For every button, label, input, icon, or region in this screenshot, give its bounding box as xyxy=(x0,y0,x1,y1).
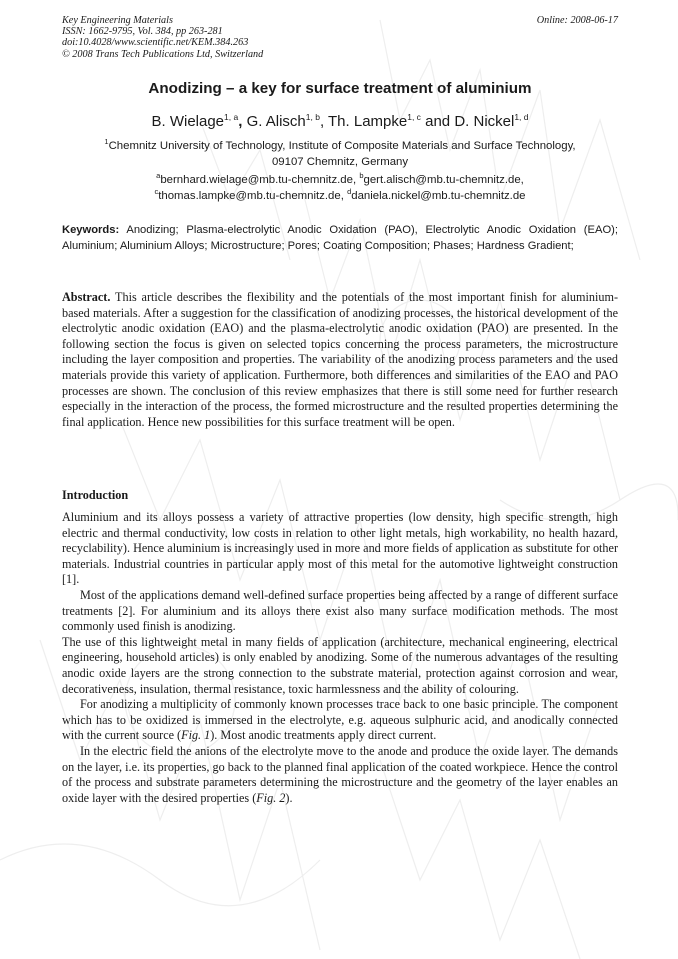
issn-line: ISSN: 1662-9795, Vol. 384, pp 263-281 xyxy=(62,26,223,38)
paragraph-text: For anodizing a multiplicity of commonly known processes trace back to one basic principle. The component which has to be oxidized is immersed in the electrolyte, e.g. aqueous sulphuric acid, and anodically connected with the current source ( xyxy=(62,697,618,743)
email-link[interactable]: gert.alisch@mb.tu-chemnitz.de, xyxy=(363,174,524,186)
copyright-line: © 2008 Trans Tech Publications Ltd, Switzerland xyxy=(62,48,264,60)
email-marker-b: b xyxy=(359,171,364,181)
affiliation-line-1: Chemnitz University of Technology, Institute of Composite Materials and Surface Technology, xyxy=(108,140,576,152)
journal-header xyxy=(62,15,618,60)
author-superscript: 1, c xyxy=(407,112,421,122)
abstract-label: Abstract. xyxy=(62,290,111,304)
paragraph xyxy=(62,744,618,806)
doi-line: doi:10.4028/www.scientific.net/KEM.384.263 xyxy=(62,37,249,49)
figure-reference[interactable]: Fig. 1 xyxy=(181,728,211,743)
author-list xyxy=(62,113,618,130)
email-marker-c: c xyxy=(154,186,159,196)
paragraph-text: In the electric field the anions of the electrolyte move to the anode and produce the oxide layer. The demands on the layer, i.e. its properties, go back to the planned final application of the coated workpiece. Hence the control of the process and substrate parameters determining the microstructure and the geometry of the layer enables an oxide layer with the desired properties ( xyxy=(62,743,618,805)
section-heading-introduction: Introduction xyxy=(62,488,129,502)
author-superscript: 1, a xyxy=(224,112,239,122)
author-name: B. Wielage xyxy=(151,113,225,130)
paragraph: Most of the applications demand well-defined surface properties being affected by a range of different surface treatments [2]. For aluminium and its alloys there exist also many surface modification methods. The most commonly used finish is anodizing. xyxy=(62,587,618,634)
paragraph-text: ). xyxy=(285,790,293,805)
email-link[interactable]: thomas.lampke@mb.tu-chemnitz.de, xyxy=(158,189,344,202)
paragraph: The use of this lightweight metal in many fields of application (architecture, mechanical engineering, electrical engineering, household articles) is only enabled by anodizing. Some of the numerous advantages of the resulting anodic oxide layers are the strong connection to the substrate material, protection against corrosion and wear, decorativeness, insulation, thermal resistance, toxic harmlessness and the ability of colouring. xyxy=(62,634,618,696)
email-marker-a: a xyxy=(156,171,161,181)
abstract-section xyxy=(62,290,618,430)
author-superscript: 1, b xyxy=(305,112,320,122)
author-name: D. Nickel xyxy=(454,113,515,130)
keywords-label: Keywords: xyxy=(62,224,120,236)
paragraph xyxy=(62,697,618,744)
affiliation-superscript: 1 xyxy=(104,137,109,147)
paragraph: Aluminium and its alloys possess a variety of attractive properties (low density, high specific strength, high electric and thermal conductivity, low costs in relation to other light metals, high workability, no health hazard, recyclability). Hence aluminium is increasingly used in more and more fields of application as substitute for other materials. Industrial countries in particular apply most of this metal for the automotive lightweight construction [1]. xyxy=(62,510,618,587)
figure-reference[interactable]: Fig. 2 xyxy=(256,790,286,805)
author-separator: , xyxy=(319,113,329,130)
paragraph-text: ). Most anodic treatments apply direct current. xyxy=(210,728,437,743)
email-link[interactable]: daniela.nickel@mb.tu-chemnitz.de xyxy=(351,189,526,202)
abstract-text: This article describes the flexibility and the potentials of the most important finish for aluminium-based materials. After a suggestion for the classification of anodizing processes, the historical development of the electrolytic anodic oxidation (EAO) and the plasma-electrolytic anodic oxidation (PAO) are presented. In the following section the focus is given on selected topics concerning the process parameters, the microstructure including the layer composition and properties. The variability of the anodizing process parameters and the used materials provide this variety of application. Furthermore, both differences and similarities of the EAO and PAO processes are shown. The conclusion of this review emphasizes that there is still some need for further research especially in the interaction of the process, the formed microstructure and the resulted properties determining the final application. Hence new possibilities for this surface treatment will be open. xyxy=(62,290,618,429)
email-link[interactable]: bernhard.wielage@mb.tu-chemnitz.de, xyxy=(160,174,357,186)
keywords-text: Anodizing; Plasma-electrolytic Anodic Oxidation (PAO), Electrolytic Anodic Oxidation (EAO); Aluminium; Aluminium Alloys; Microstructure; Pores; Coating Composition; Phases; Hardness Gradient; xyxy=(62,224,618,252)
author-emails xyxy=(62,173,618,204)
author-separator: , xyxy=(238,113,247,130)
author-separator: and xyxy=(420,113,455,130)
introduction-body xyxy=(62,510,618,806)
email-marker-d: d xyxy=(347,186,352,196)
author-name: Th. Lampke xyxy=(328,113,408,130)
journal-name: Key Engineering Materials xyxy=(62,15,173,26)
online-date: Online: 2008-06-17 xyxy=(536,15,618,26)
paper-title: Anodizing – a key for surface treatment of aluminium xyxy=(148,80,532,97)
author-name: G. Alisch xyxy=(246,113,306,130)
keywords-section xyxy=(62,223,618,254)
affiliation-line-2: 09107 Chemnitz, Germany xyxy=(271,155,409,168)
affiliation xyxy=(62,139,618,170)
author-superscript: 1, d xyxy=(514,112,529,122)
